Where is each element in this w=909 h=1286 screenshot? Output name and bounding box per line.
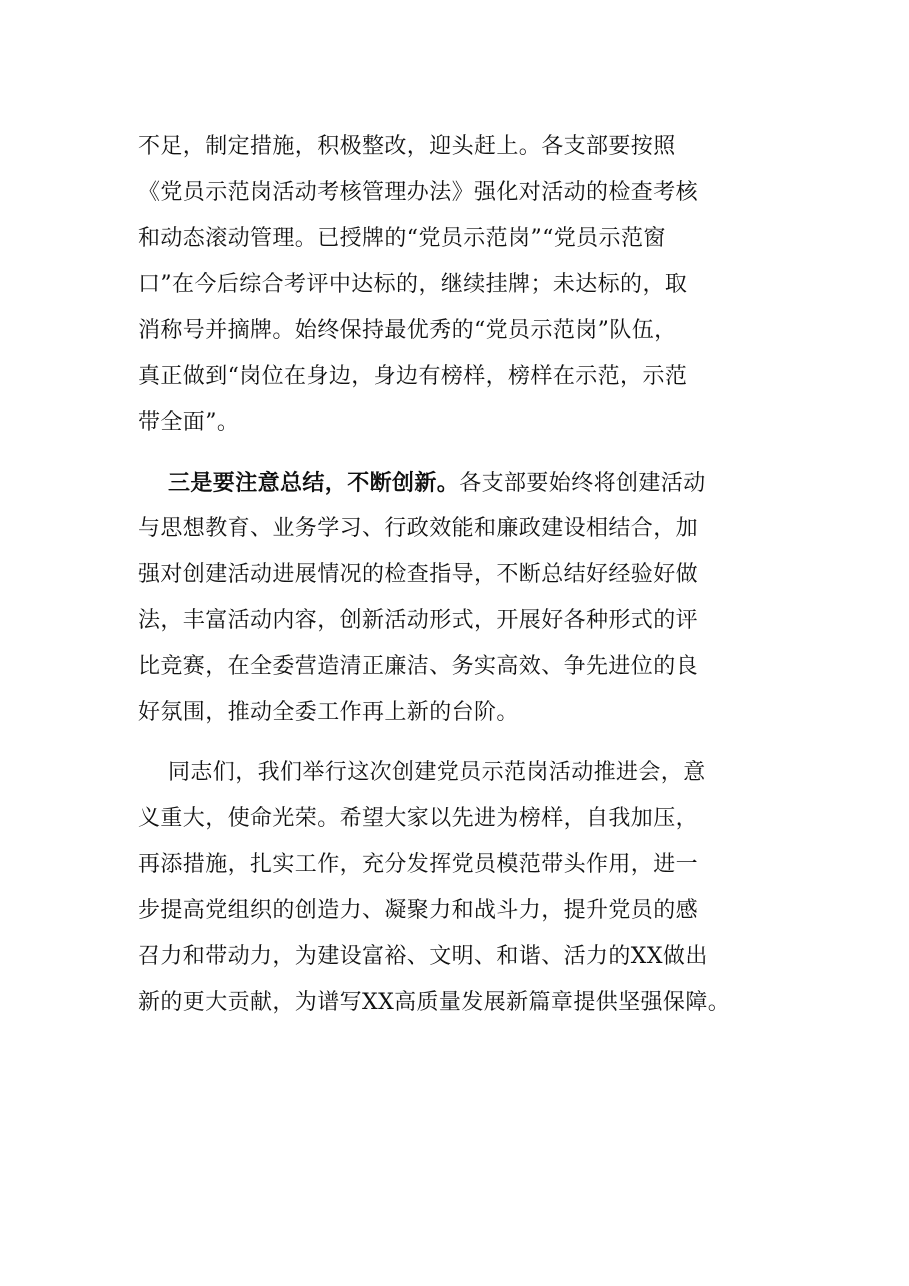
paragraph-3-line: 召力和带动力，为建设富裕、文明、和谐、活力的XX做出 — [138, 944, 708, 969]
paragraph-3-line: 义重大，使命光荣。希望大家以先进为榜样，自我加压， — [138, 806, 699, 831]
paragraph-2-line: 比竞赛，在全委营造清正廉洁、务实高效、争先进位的良 — [138, 654, 699, 679]
paragraph-1-line: 带全面”。 — [138, 410, 240, 435]
paragraph-1-line: 口”在今后综合考评中达标的，继续挂牌；未达标的，取 — [138, 272, 688, 297]
paragraph-spacer — [138, 446, 778, 460]
paragraph-1-line: 消称号并摘牌。始终保持最优秀的“党员示范岗”队伍， — [138, 318, 677, 343]
paragraph-2-heading: 三是要注意总结，不断创新。 — [168, 470, 460, 496]
paragraph-1-line: 《党员示范岗活动考核管理办法》强化对活动的检查考核 — [138, 180, 699, 205]
paragraph-1 — [138, 124, 778, 446]
document-body — [138, 124, 778, 1026]
paragraph-2-line: 与思想教育、业务学习、行政效能和廉政建设相结合，加 — [138, 516, 699, 541]
paragraph-spacer — [138, 736, 778, 750]
paragraph-3-line: 再添措施，扎实工作，充分发挥党员模范带头作用，进一 — [138, 852, 699, 877]
paragraph-3-line: 步提高党组织的创造力、凝聚力和战斗力，提升党员的感 — [138, 898, 699, 923]
paragraph-1-line: 真正做到“岗位在身边，身边有榜样，榜样在示范，示范 — [138, 364, 688, 389]
paragraph-1-line: 和动态滚动管理。已授牌的“党员示范岗”“党员示范窗 — [138, 226, 666, 251]
paragraph-1-line: 不足，制定措施，积极整改，迎头赶上。各支部要按照 — [138, 134, 676, 159]
paragraph-3-first-line: 同志们，我们举行这次创建党员示范岗活动推进会，意 — [168, 760, 706, 785]
paragraph-2-line: 强对创建活动进展情况的检查指导，不断总结好经验好做 — [138, 562, 699, 587]
paragraph-2-first-line-text: 各支部要始终将创建活动 — [459, 471, 706, 496]
paragraph-2-line: 好氛围，推动全委工作再上新的台阶。 — [138, 700, 519, 725]
paragraph-2-line: 法，丰富活动内容，创新活动形式，开展好各种形式的评 — [138, 608, 699, 633]
paragraph-3-line: 新的更大贡献，为谱写XX高质量发展新篇章提供坚强保障。 — [138, 990, 731, 1015]
paragraph-3 — [138, 750, 778, 1026]
paragraph-2 — [138, 460, 778, 736]
paragraph-2-first-line — [138, 460, 778, 506]
